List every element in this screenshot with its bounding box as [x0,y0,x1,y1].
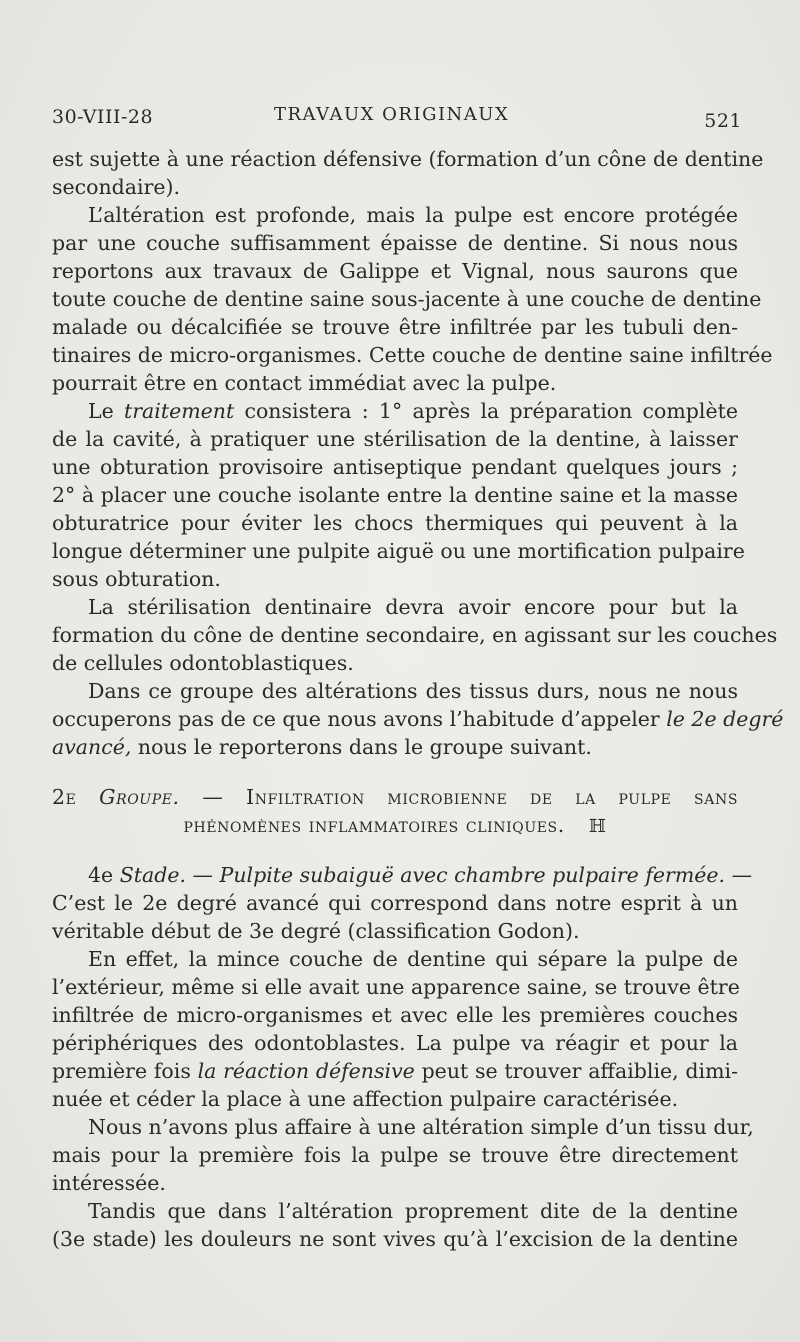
page-number: 521 [704,110,742,132]
text-line: intéressée. [52,1171,166,1195]
text-run: nous le reporterons dans le groupe suivant. [137,735,592,759]
text-line: formation du cône de dentine secondaire, en agissant sur les couches [52,623,778,647]
text-line: secondaire). [52,175,181,199]
text-line: tinaires de micro-organismes. Cette couche de dentine saine infiltrée [52,343,773,367]
subsection-heading [52,861,753,889]
section-heading [52,783,738,811]
header-date: 30-VIII-28 [52,106,154,128]
text-line: Dans ce groupe des altérations des tissus durs, nous ne nous [88,679,738,703]
italic-run: avancé, [52,735,132,759]
stage-title: Stade. — Pulpite subaiguë avec chambre pulpaire fermée. [119,863,726,887]
header-title: TRAVAUX ORIGINAUX [274,104,510,125]
text-line: La stérilisation dentinaire devra avoir encore pour but la [88,595,738,619]
text-line: nuée et céder la place à une affection pulpaire caractérisée. [52,1087,679,1111]
text-line: de la cavité, à pratiquer une stérilisation de la dentine, à laisser [52,427,738,451]
text-line: mais pour la première fois la pulpe se trouve être directement [52,1143,738,1167]
text-line [52,733,738,761]
italic-run: traitement [124,399,235,423]
text-line: de cellules odontoblastiques. [52,651,354,675]
group-label: Groupe. [99,785,180,809]
text-run: Le [88,399,114,423]
text-line: Tandis que dans l’altération proprement dite de la dentine [88,1199,738,1223]
text-line: longue déterminer une pulpite aiguë ou une mortification pulpaire [52,539,745,563]
italic-run: la réaction défensive [197,1059,415,1083]
text-line: véritable début de 3e degré (classification Godon). [52,919,580,943]
text-line: 2° à placer une couche isolante entre la dentine saine et la masse [52,483,738,507]
text-line: pourrait être en contact immédiat avec la pulpe. [52,371,557,395]
text-line: C’est le 2e degré avancé qui correspond dans notre esprit à un [52,891,738,915]
stage-number: 4e [88,863,114,887]
text-run: peut se trouver affaiblie, dimi- [421,1059,738,1083]
section-heading-line-2 [52,811,738,839]
text-line: En effet, la mince couche de dentine qui sépare la pulpe de [88,947,738,971]
mark-glyph: ℍ [588,816,607,837]
group-number: 2e [52,785,77,809]
italic-run: le 2e degré [666,707,784,731]
text-line: obturatrice pour éviter les chocs thermiques qui peuvent à la [52,511,738,535]
text-run: — [731,863,753,887]
text-run: occuperons pas de ce que nous avons l’habitude d’appeler [52,707,660,731]
text-run: première fois [52,1059,191,1083]
text-line: sous obturation. [52,567,221,591]
text-line: est sujette à une réaction défensive (formation d’un cône de dentine [52,147,764,171]
text-line: malade ou décalcifiée se trouve être infiltrée par les tubuli den- [52,315,738,339]
running-head [52,100,742,134]
heading-text: — Infiltration microbienne de la pulpe sans [202,785,739,809]
text-line: infiltrée de micro-organismes et avec elle les premières couches [52,1003,738,1027]
text-line: par une couche suffisamment épaisse de dentine. Si nous nous [52,231,738,255]
text-line: Nous n’avons plus affaire à une altération simple d’un tissu dur, [88,1115,754,1139]
text-line [52,1057,738,1085]
text-line [52,705,784,733]
body-text [52,145,784,1253]
text-run: consistera : 1° après la préparation complète [244,399,738,423]
heading-text: phénomènes inflammatoires cliniques. [183,813,565,837]
text-line [52,397,738,425]
text-line: L’altération est profonde, mais la pulpe est encore protégée [88,203,738,227]
text-line: reportons aux travaux de Galippe et Vignal, nous saurons que [52,259,738,283]
text-line: (3e stade) les douleurs ne sont vives qu’à l’excision de la dentine [52,1227,738,1251]
text-line: l’extérieur, même si elle avait une apparence saine, se trouve être [52,975,740,999]
text-line: périphériques des odontoblastes. La pulpe va réagir et pour la [52,1031,738,1055]
text-line: une obturation provisoire antiseptique pendant quelques jours ; [52,455,738,479]
text-line: toute couche de dentine saine sous-jacente à une couche de dentine [52,287,762,311]
